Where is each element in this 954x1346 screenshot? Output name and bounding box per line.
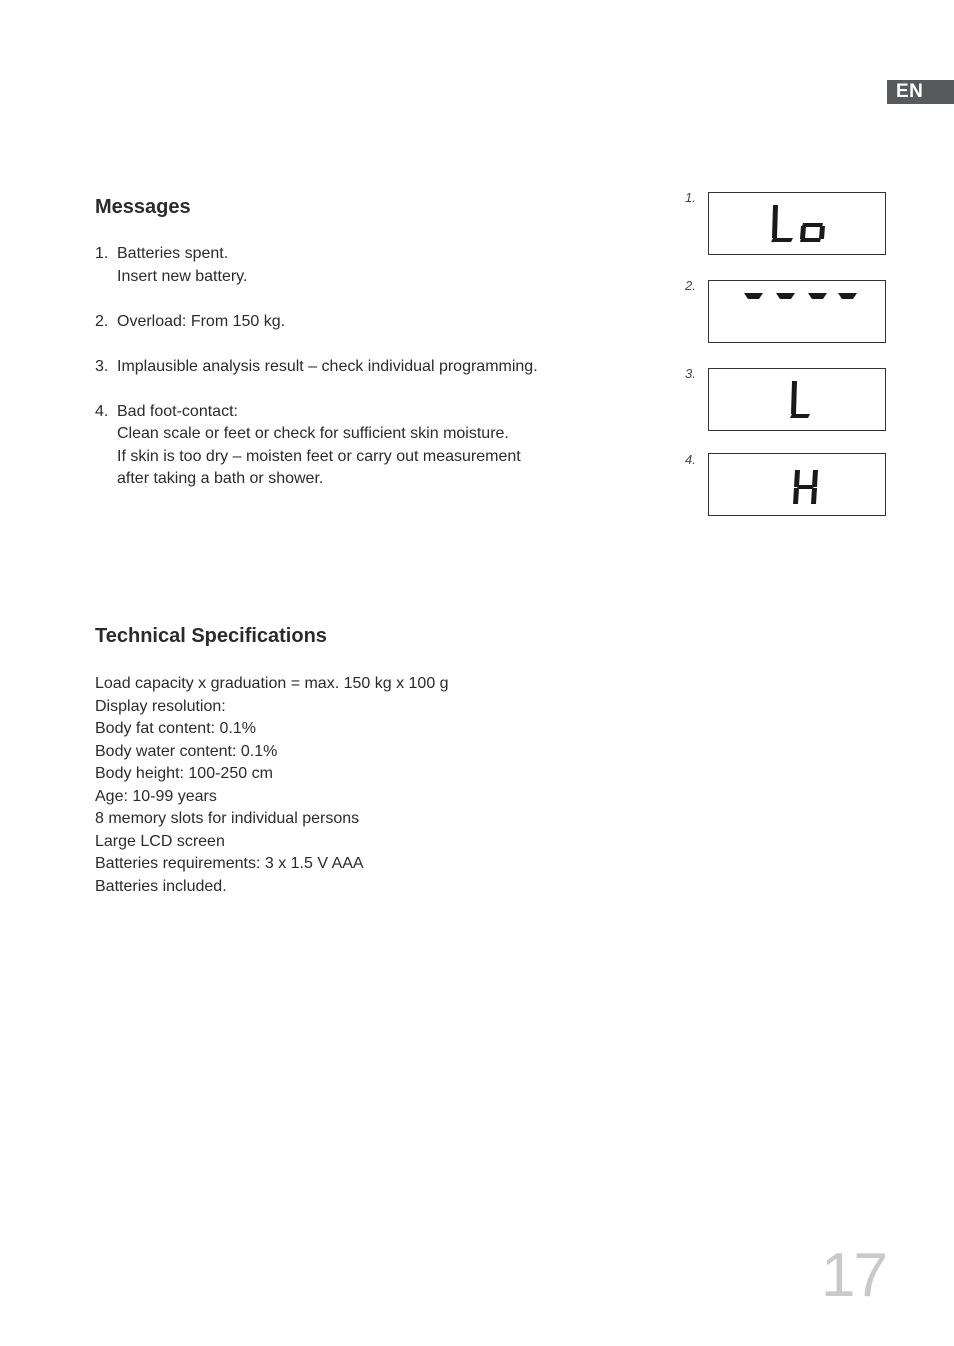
- lcd-display-lo: [708, 192, 886, 255]
- message-number: 4.: [95, 402, 109, 420]
- message-line: Bad foot-contact:: [117, 402, 238, 420]
- lcd-h-icon: [709, 454, 887, 517]
- message-item-4: [95, 401, 655, 491]
- spec-line: Body height: 100-250 cm: [95, 765, 273, 782]
- messages-heading: Messages: [95, 196, 191, 218]
- message-number: 3.: [95, 357, 109, 375]
- message-item-1: [95, 243, 655, 288]
- lcd-display-l: [708, 368, 886, 431]
- message-number: 1.: [95, 245, 109, 262]
- spec-line: Body fat content: 0.1%: [95, 720, 256, 737]
- spec-line: 8 memory slots for individual persons: [95, 810, 360, 827]
- message-item-3: [95, 356, 655, 379]
- spec-line: Large LCD screen: [95, 832, 225, 850]
- message-line: Insert new battery.: [117, 267, 248, 285]
- lcd-l-icon: [709, 369, 887, 432]
- message-item-2: [95, 311, 655, 334]
- tech-specs-list: [95, 673, 655, 898]
- display-label-1: 1.: [685, 190, 696, 205]
- lcd-dashes-icon: [709, 281, 887, 344]
- spec-line: Body water content: 0.1%: [95, 742, 278, 760]
- spec-line: Batteries included.: [95, 877, 227, 895]
- display-label-4: 4.: [685, 452, 696, 467]
- lcd-display-dashes: [708, 280, 886, 343]
- messages-list: [95, 243, 655, 513]
- page-number: 17: [821, 1241, 886, 1310]
- message-number: 2.: [95, 312, 109, 330]
- message-line: after taking a bath or shower.: [117, 470, 324, 487]
- message-line: Overload: From 150 kg.: [117, 312, 286, 330]
- spec-line: Load capacity x graduation = max. 150 kg x 100 g: [95, 675, 449, 692]
- language-tab: EN: [887, 80, 954, 104]
- spec-line: Display resolution:: [95, 697, 226, 715]
- tech-specs-heading: Technical Specifications: [95, 625, 327, 647]
- lcd-lo-icon: [709, 193, 887, 256]
- spec-line: Age: 10-99 years: [95, 787, 217, 805]
- spec-line: Batteries requirements: 3 x 1.5 V AAA: [95, 855, 364, 872]
- message-line: Clean scale or feet or check for sufficient skin moisture.: [117, 425, 509, 442]
- message-line: Implausible analysis result – check individual programming.: [117, 357, 538, 375]
- message-line: If skin is too dry – moisten feet or carry out measurement: [117, 447, 521, 465]
- display-label-2: 2.: [685, 278, 696, 293]
- lcd-display-h: [708, 453, 886, 516]
- message-line: Batteries spent.: [117, 245, 229, 262]
- display-label-3: 3.: [685, 366, 696, 381]
